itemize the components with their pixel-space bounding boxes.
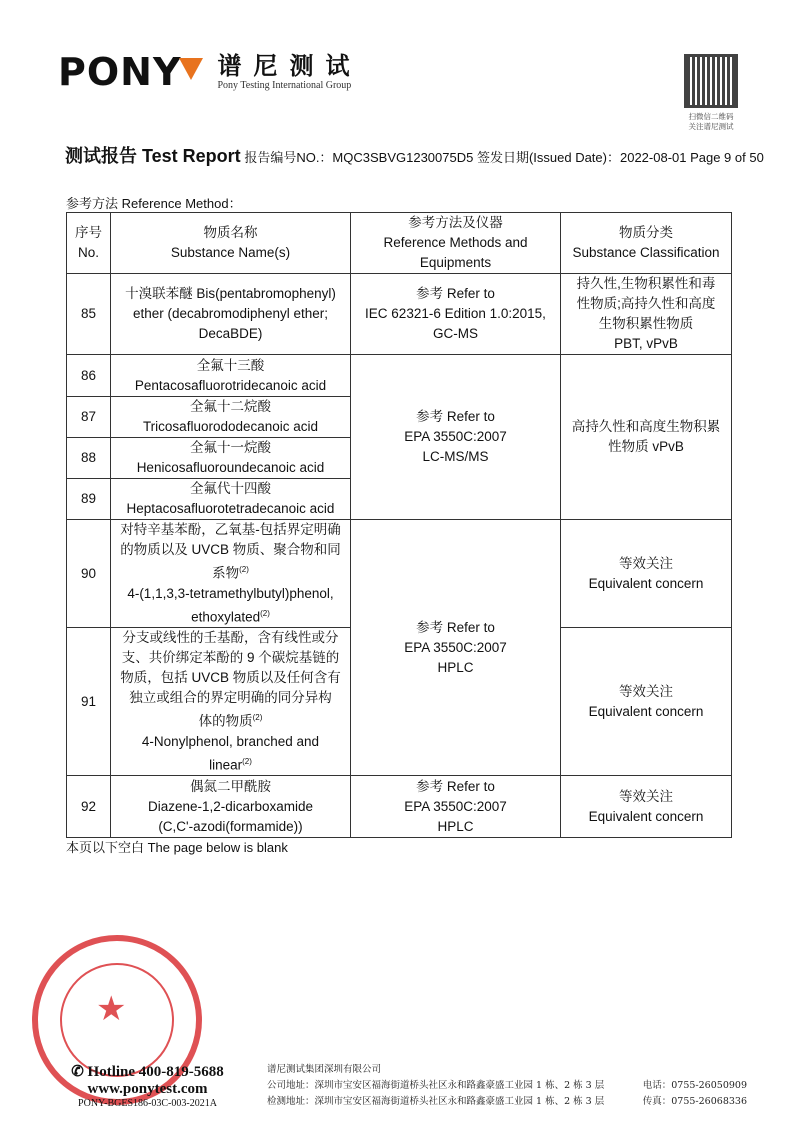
logo-en: Pony Testing International Group <box>217 80 352 91</box>
table-header-row <box>67 213 732 274</box>
row-no: 87 <box>67 397 111 438</box>
classification: 等效关注 Equivalent concern <box>561 520 732 628</box>
substance-name: 十溴联苯醚 Bis(pentabromophenyl) ether (decabromodiphenyl ether; DecaBDE) <box>111 274 351 355</box>
logo-triangle-icon <box>179 58 203 80</box>
row-no: 92 <box>67 776 111 838</box>
classification: 持久性,生物积累性和毒 性物质;高持久性和高度 生物积累性物质 PBT, vPvB <box>561 274 732 355</box>
qr-code-icon <box>684 54 738 108</box>
website: www.ponytest.com <box>87 1081 208 1097</box>
substance-name: 偶氮二甲酰胺 Diazene-1,2-dicarboxamide (C,C'-azodi(formamide)) <box>111 776 351 838</box>
method: 参考 Refer to EPA 3550C:2007 HPLC <box>351 776 561 838</box>
method: 参考 Refer to EPA 3550C:2007 LC-MS/MS <box>351 355 561 520</box>
phone-icon: ✆ <box>71 1064 84 1080</box>
table-row <box>67 355 732 397</box>
row-no: 90 <box>67 520 111 628</box>
report-title: 测试报告 Test Report <box>65 146 241 166</box>
table-row <box>67 776 732 838</box>
form-code: PONY-BGES186-03C-003-2021A <box>78 1098 217 1109</box>
company-logo <box>58 52 361 92</box>
row-no: 85 <box>67 274 111 355</box>
substance-name: 全氟十二烷酸 Tricosafluorododecanoic acid <box>111 397 351 438</box>
footer-address <box>267 1062 747 1110</box>
row-no: 89 <box>67 479 111 520</box>
substance-name: 对特辛基苯酚，乙氧基-包括界定明确 的物质以及 UVCB 物质、聚合物和同 系物$^{(2)}$ 4-(1,1,3,3-tetramethylbutyl)phenol, ethoxylated$^{(2)}$ <box>111 520 351 628</box>
substance-name: 分支或线性的壬基酚，含有线性或分 支、共价绑定苯酚的 9 个碳烷基链的 物质，包括 UVCB 物质以及任何含有 独立或组合的界定明确的同分异构 体的物质$^{(2)}$ 4-Nonylphenol, branched and linear$^{(2)}$ <box>111 628 351 776</box>
substance-name: 全氟十三酸 Pentacosafluorotridecanoic acid <box>111 355 351 397</box>
report-header <box>65 142 764 168</box>
footer-contact <box>40 1062 255 1109</box>
qr-caption: 扫微信二维码 关注谱尼测试 <box>688 112 734 131</box>
telephone: 电话：0755-26050909 <box>642 1080 747 1091</box>
header-method: 参考方法及仪器 Reference Methods and Equipments <box>351 213 561 274</box>
substance-name: 全氟代十四酸 Heptacosafluorotetradecanoic acid <box>111 479 351 520</box>
star-icon: ★ <box>96 990 127 1028</box>
hotline: Hotline 400-819-5688 <box>87 1064 224 1080</box>
header-no: 序号 No. <box>67 213 111 274</box>
fax: 传真：0755-26068336 <box>642 1096 747 1107</box>
company-address: 公司地址：深圳市宝安区福海街道桥头社区永和路鑫豪盛工业园 1 栋、2 栋 3 层 <box>267 1080 605 1091</box>
report-info: 报告编号NO.：MQC3SBVG1230075D5 签发日期(Issued Date)：2022-08-01 Page 9 of 50 <box>244 150 764 165</box>
table-row <box>67 520 732 628</box>
method: 参考 Refer to EPA 3550C:2007 HPLC <box>351 520 561 776</box>
company-name: 谱尼测试集团深圳有限公司 <box>267 1064 382 1075</box>
row-no: 86 <box>67 355 111 397</box>
header-class: 物质分类 Substance Classification <box>561 213 732 274</box>
method: 参考 Refer to IEC 62321-6 Edition 1.0:2015, GC-MS <box>351 274 561 355</box>
header-name: 物质名称 Substance Name(s) <box>111 213 351 274</box>
row-no: 88 <box>67 438 111 479</box>
reference-method-table <box>66 212 732 838</box>
report-body <box>66 195 731 856</box>
classification: 等效关注 Equivalent concern <box>561 776 732 838</box>
lab-address: 检测地址：深圳市宝安区福海街道桥头社区永和路鑫豪盛工业园 1 栋、2 栋 3 层 <box>267 1096 605 1107</box>
logo-cn: 谱尼测试 <box>217 51 362 80</box>
classification: 等效关注 Equivalent concern <box>561 628 732 776</box>
logo-brand: PONY <box>58 50 182 94</box>
reference-method-label: 参考方法 Reference Method： <box>66 196 242 211</box>
classification: 高持久性和高度生物积累 性物质 vPvB <box>561 355 732 520</box>
row-no: 91 <box>67 628 111 776</box>
substance-name: 全氟十一烷酸 Henicosafluoroundecanoic acid <box>111 438 351 479</box>
table-row <box>67 274 732 355</box>
blank-page-note: 本页以下空白 The page below is blank <box>66 840 288 855</box>
